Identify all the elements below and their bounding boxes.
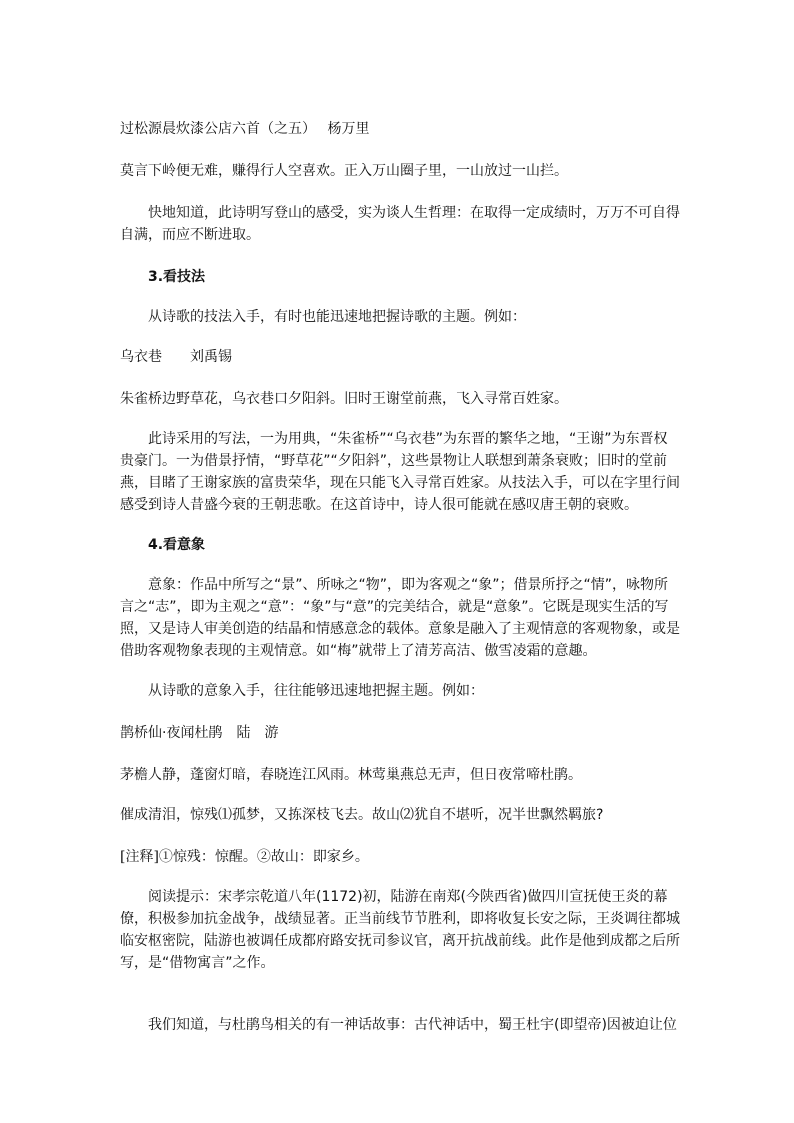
section-heading-imagery: 4.看意象 <box>148 537 206 553</box>
poem-title-songyuan: 过松源晨炊漆公店六首（之五） 杨万里 <box>120 121 370 137</box>
section-heading-technique: 3.看技法 <box>148 269 206 285</box>
poem-text-wuyixiang: 朱雀桥边野草花，乌衣巷口夕阳斜。旧时王谢堂前燕，飞入寻常百姓家。 <box>120 391 568 407</box>
poem-line-2: 催成清泪，惊残⑴孤梦，又拣深枝飞去。故山⑵犹自不堪听，况半世飘然羁旅? <box>120 807 604 823</box>
poem-line-1: 茅檐人静，蓬窗灯暗，春晓连江风雨。林莺巢燕总无声，但日夜常啼杜鹃。 <box>120 767 582 783</box>
poem-title-wuyixiang: 乌衣巷 刘禹锡 <box>120 349 232 365</box>
analysis-paragraph-wuyixiang: 此诗采用的写法，一为用典，“朱雀桥”“乌衣巷”为东晋的繁华之地，“王谢”为东晋权贵豪门。一为借景抒情，“野草花”“夕阳斜”，这些景物让人联想到萧条衰败；旧时的堂前燕，目睹了王谢家族的富贵荣华，现在只能飞入寻常百姓家。从技法入手，可以在字里行间感受到诗人昔盛今衰的王朝悲歌。在这首诗中，诗人很可能就在感叹唐王朝的衰败。 <box>120 431 680 513</box>
intro-paragraph-imagery: 从诗歌的意象入手，往往能够迅速地把握主题。例如： <box>148 683 484 699</box>
poem-text-songyuan: 莫言下岭便无难，赚得行人空喜欢。正入万山圈子里，一山放过一山拦。 <box>120 163 568 179</box>
annotation-note: [注释]①惊残：惊醒。②故山：即家乡。 <box>120 849 369 865</box>
reading-tip-paragraph: 阅读提示：宋孝宗乾道八年(1172)初，陆游在南郑(今陕西省)做四川宣抚使王炎的幕僚，积极参加抗金战争，战绩显著。正当前线节节胜利，即将收复长安之际，王炎调往都城临安枢密院，陆游也被调任成都府路安抚司参议官，离开抗战前线。此作是他到成都之后所写，是“借物寓言”之作。 <box>120 889 680 971</box>
myth-paragraph: 我们知道，与杜鹃鸟相关的有一神话故事：古代神话中，蜀王杜宇(即望帝)因被迫让位 <box>148 1017 677 1033</box>
imagery-definition-paragraph: 意象：作品中所写之“景”、所咏之“物”，即为客观之“象”；借景所抒之“情”，咏物所言之“志”，即为主观之“意”：“象”与“意”的完美结合，就是“意象”。它既是现实生活的写照，又是诗人审美创造的结晶和情感意念的载体。意象是融入了主观情意的客观物象，或是借助客观物象表现的主观情意。如“梅”就带上了清芳高洁、傲雪凌霜的意趣。 <box>120 577 680 659</box>
poem-title-queqiaoxian: 鹊桥仙·夜闻杜鹃 陆 游 <box>120 725 279 741</box>
intro-paragraph-technique: 从诗歌的技法入手，有时也能迅速地把握诗歌的主题。例如： <box>148 309 526 325</box>
commentary-paragraph: 快地知道，此诗明写登山的感受，实为谈人生哲理：在取得一定成绩时，万万不可自得自满，而应不断进取。 <box>120 205 680 243</box>
